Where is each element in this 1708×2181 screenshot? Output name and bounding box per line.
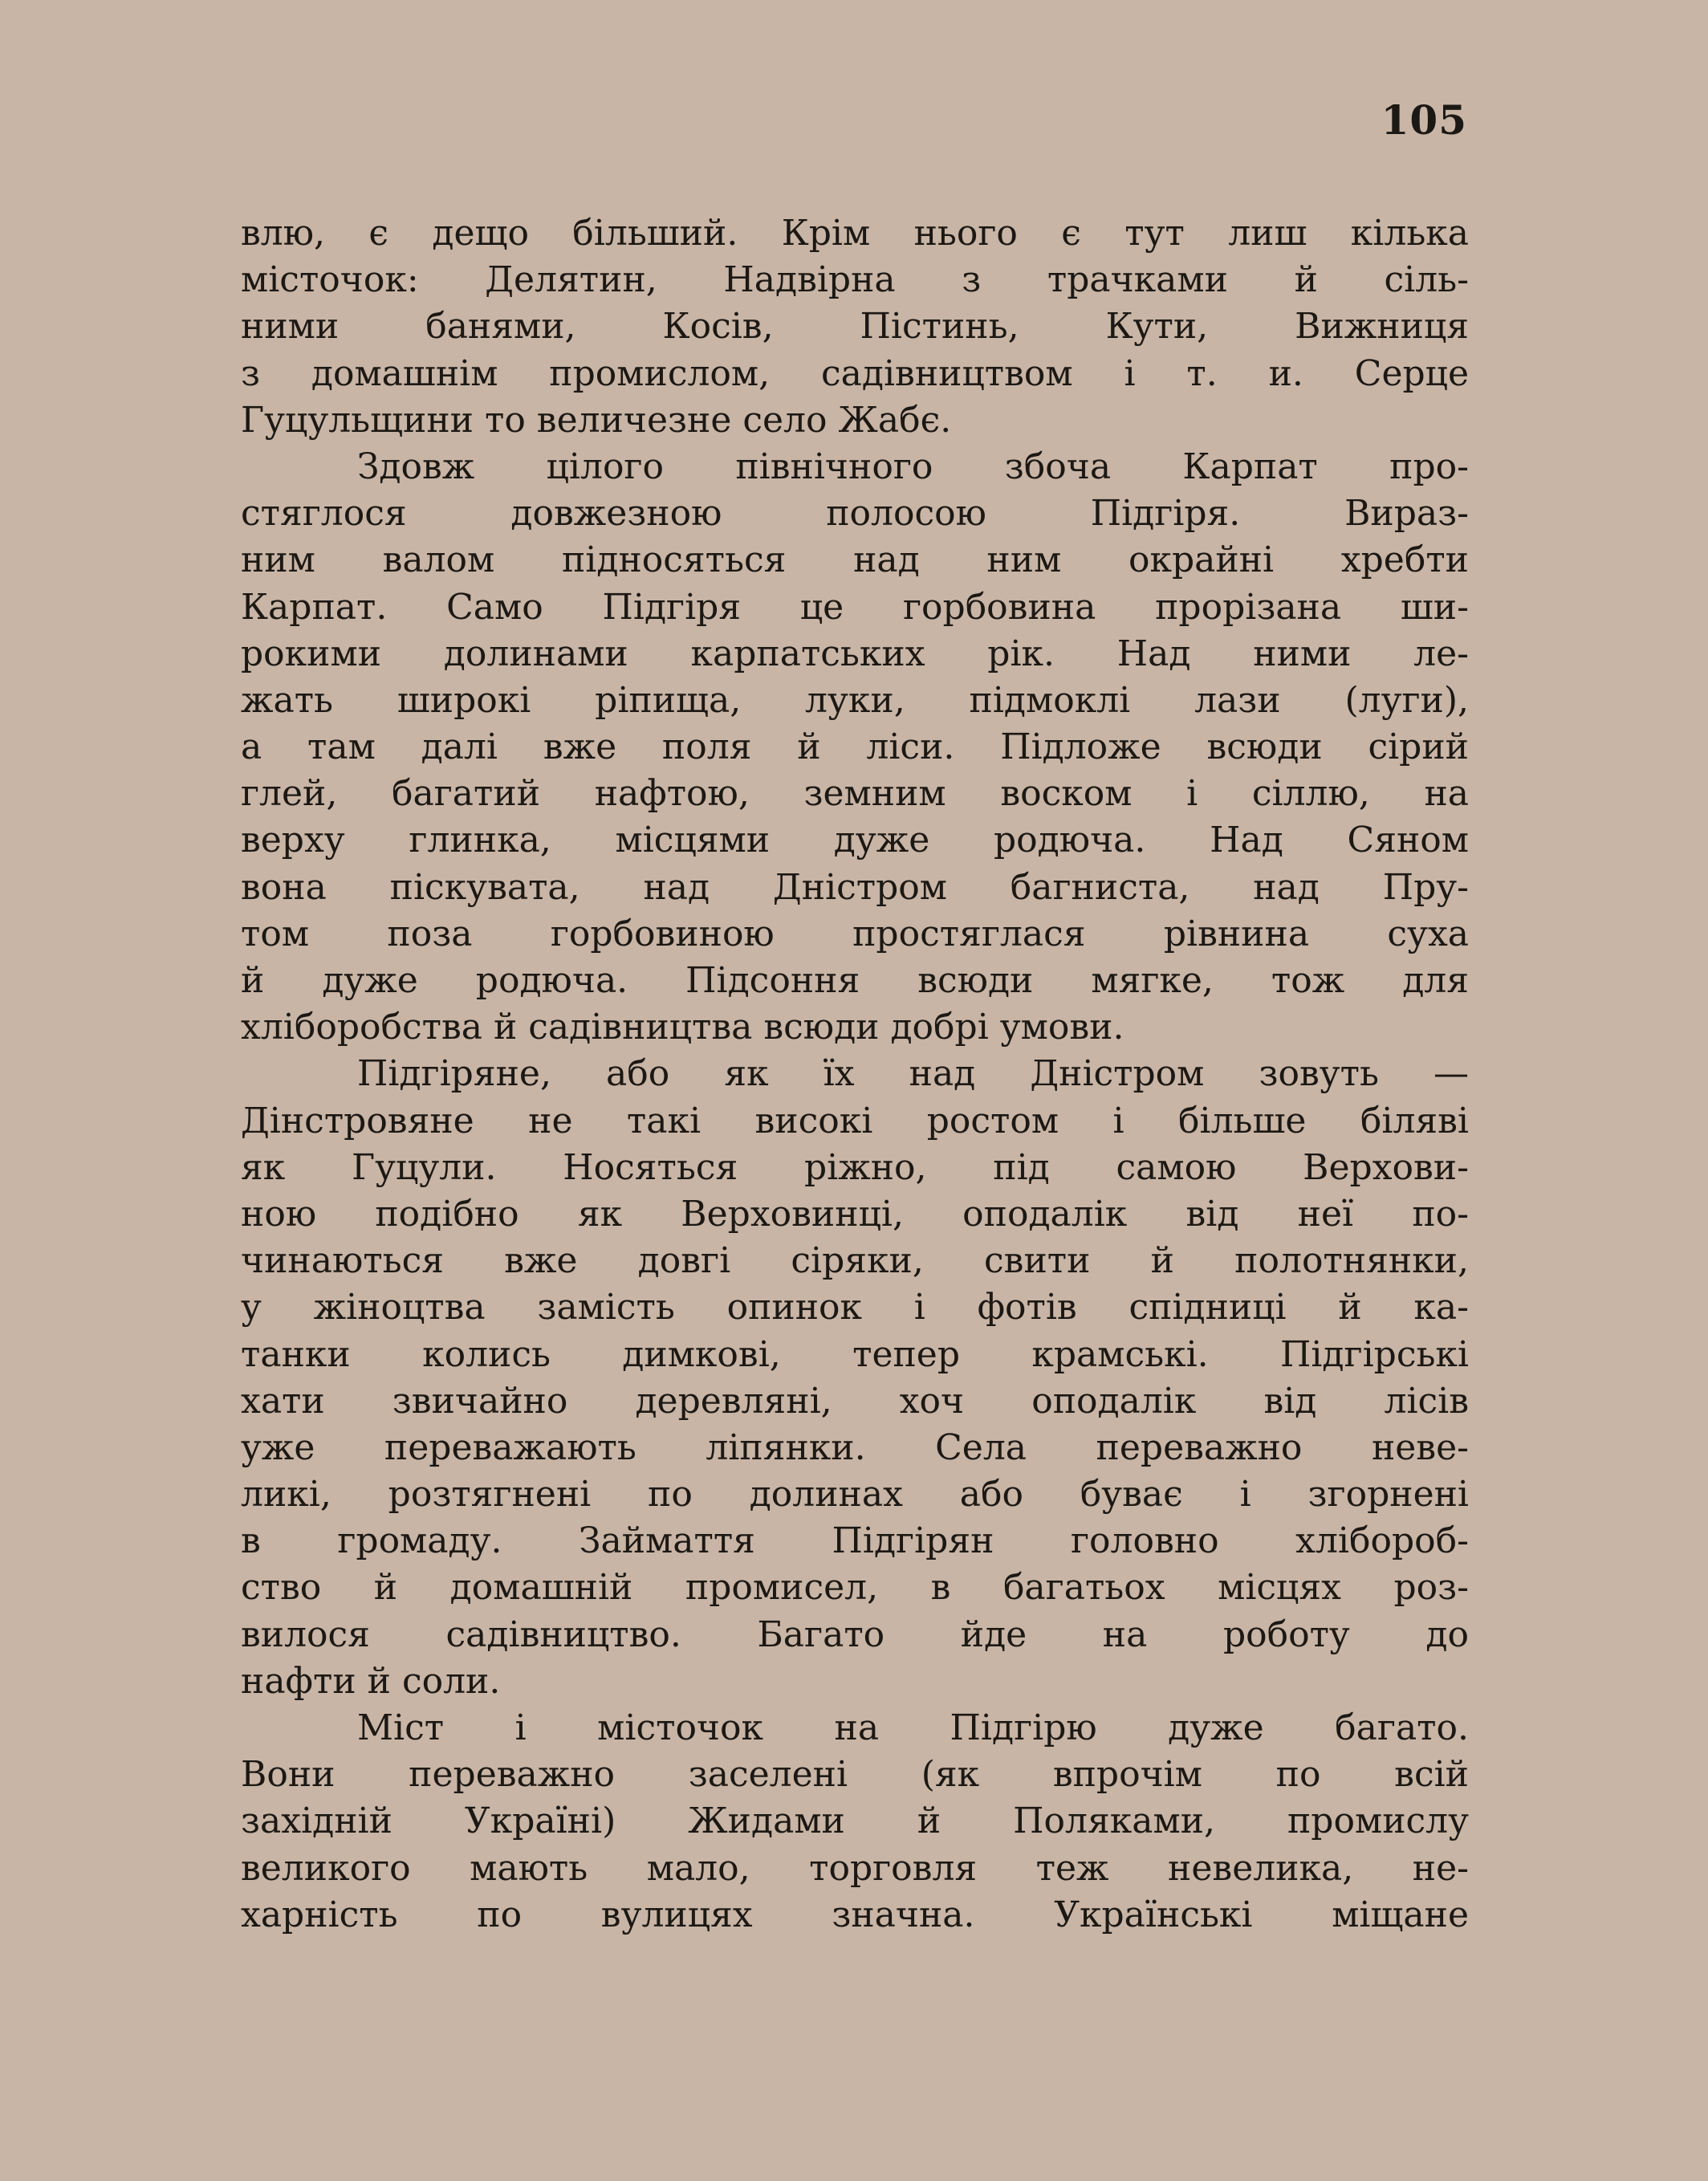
text-line: нафти й соли. [241,1660,501,1702]
text-line: в громаду. Займаття Підгірян головно хлібороб- [241,1520,1469,1562]
text-line: великого мають мало, торговля теж невелика, не- [241,1847,1469,1889]
text-line: як Гуцули. Носяться ріжно, під самою Верхови- [241,1146,1469,1188]
text-line: влю, є дещо більший. Крім нього є тут лиш кілька [241,213,1469,254]
text-line: західній Україні) Жидами й Поляками, промислу [241,1801,1469,1842]
text-line: Підгіряне, або як їх над Дністром зовуть — [357,1053,1469,1095]
text-line: рокими долинами карпатських рік. Над ними ле- [241,633,1469,674]
text-line: ство й домашній промисел, в багатьох місцях роз- [241,1567,1469,1609]
text-line: том поза горбовиною простяглася рівнина суха [241,913,1469,954]
text-line: глей, багатий нафтою, земним воском і сіллю, на [241,773,1469,815]
text-line: Вони переважно заселені (як впрочім по всій [241,1754,1469,1796]
text-line: а там далі вже поля й ліси. Підложе всюди сірий [241,726,1469,768]
text-line: танки колись димкові, тепер крамські. Підгірські [241,1333,1469,1375]
text-line: з домашнім промислом, садівництвом і т. и. Серце [241,352,1469,394]
text-line: Карпат. Само Підгіря це горбовина прорізана ши- [241,586,1469,628]
text-line: ними банями, Косів, Пістинь, Кути, Вижниця [241,306,1469,348]
text-line: ною подібно як Верховинці, оподалік від неї по- [241,1193,1469,1235]
text-line: вилося садівництво. Багато йде на роботу до [241,1613,1469,1655]
text-line: харність по вулицях значна. Українські міщане [241,1894,1469,1935]
text-line: хліборобства й садівництва всюди добрі умови. [241,1007,1124,1048]
text-line: уже переважають ліпянки. Села переважно неве- [241,1426,1469,1468]
text-line: жать широкі ріпища, луки, підмоклі лази (луги), [241,679,1469,721]
text-line: чинаються вже довгі сіряки, свити й полотнянки, [241,1240,1469,1282]
text-line: у жіноцтва замість опинок і фотів спідниці й ка- [241,1287,1469,1329]
page-number: 105 [1381,96,1467,144]
text-line: Міст і місточок на Підгірю дуже багато. [357,1707,1469,1748]
text-line: ликі, розтягнені по долинах або буває і згорнені [241,1474,1469,1516]
text-line: вона піскувата, над Дністром багниста, над Пру- [241,866,1469,908]
text-line: хати звичайно деревляні, хоч оподалік від лісів [241,1380,1469,1422]
text-line: ним валом підносяться над ним окрайні хребти [241,539,1469,581]
text-line: стяглося довжезною полосою Підгіря. Вираз- [241,493,1469,535]
text-line: верху глинка, місцями дуже родюча. Над Сяном [241,820,1469,861]
text-line: й дуже родюча. Підсоння всюди мягке, тож для [241,960,1469,1001]
text-line: Здовж цілого північного збоча Карпат про- [357,446,1469,487]
text-line: місточок: Делятин, Надвірна з трачками й сіль- [241,259,1469,301]
text-line: Гуцульщини то величезне село Жабє. [241,399,952,441]
text-line: Дінстровяне не такі високі ростом і більше біляві [241,1100,1469,1141]
body-text [241,210,1469,1939]
